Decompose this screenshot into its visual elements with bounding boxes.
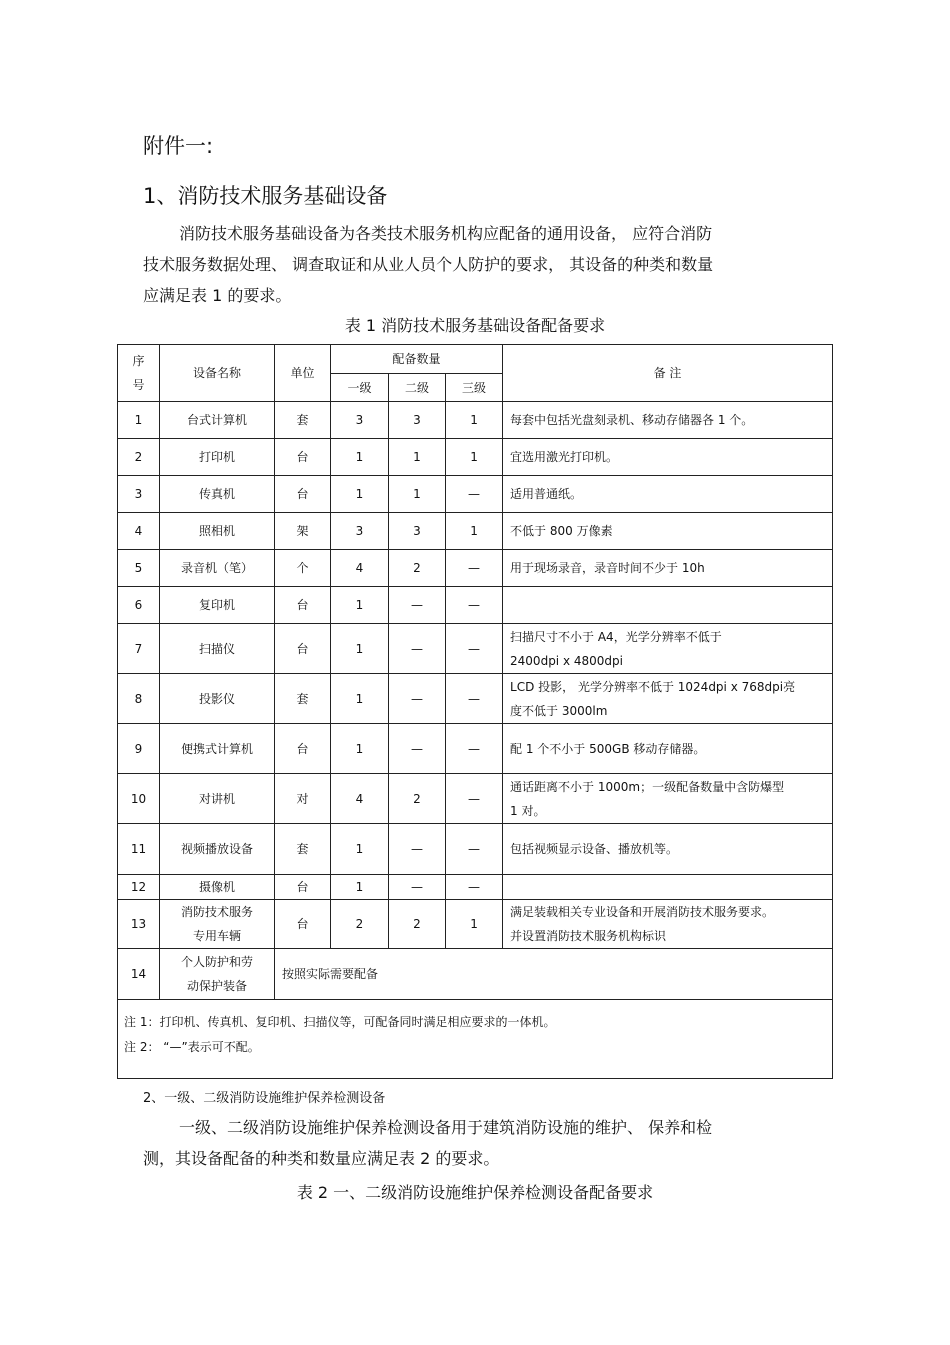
cell-remark: [503, 900, 833, 949]
cell-no: 10: [118, 774, 160, 824]
cell-l1: 4: [331, 774, 389, 824]
cell-remark: 包括视频显示设备、播放机等。: [503, 824, 833, 875]
cell-remark: [503, 624, 833, 674]
cell-remark: [503, 774, 833, 824]
cell-remark: [503, 674, 833, 724]
cell-name: 投影仪: [160, 674, 275, 724]
header-seq: [118, 345, 160, 402]
cell-name: 摄像机: [160, 875, 275, 900]
section1-para-line1: 消防技术服务基础设备为各类技术服务机构应配备的通用设备， 应符合消防: [179, 224, 713, 243]
cell-l2: 2: [389, 774, 446, 824]
cell-l2: —: [389, 674, 446, 724]
cell-remark: 每套中包括光盘刻录机、移动存储器各 1 个。: [503, 402, 833, 439]
cell-l3: —: [446, 824, 503, 875]
cell-no: 8: [118, 674, 160, 724]
cell-remark: 配 1 个不小于 500GB 移动存储器。: [503, 724, 833, 774]
cell-remark: 用于现场录音，录音时间不少于 10h: [503, 550, 833, 587]
table-row: [118, 875, 833, 900]
cell-unit: 台: [275, 900, 331, 949]
cell-unit: 套: [275, 402, 331, 439]
cell-name: [160, 949, 275, 1000]
cell-remark-line2: 并设置消防技术服务机构标识: [510, 929, 667, 943]
table-row: [118, 824, 833, 875]
cell-unit: 台: [275, 724, 331, 774]
cell-l2: 1: [389, 476, 446, 513]
cell-name: 复印机: [160, 587, 275, 624]
table-row: [118, 402, 833, 439]
section1-paragraph: [143, 218, 823, 311]
cell-l2: 3: [389, 513, 446, 550]
cell-no: 6: [118, 587, 160, 624]
cell-unit: 台: [275, 587, 331, 624]
cell-no: 3: [118, 476, 160, 513]
cell-remark-line1: LCD 投影， 光学分辨率不低于 1024dpi x 768dpi亮: [510, 679, 796, 694]
table-notes: [118, 1000, 833, 1079]
cell-name: [160, 900, 275, 949]
cell-name-line1: 个人防护和劳: [180, 955, 253, 969]
cell-unit: 对: [275, 774, 331, 824]
table1-caption: 表 1 消防技术服务基础设备配备要求: [344, 316, 606, 335]
cell-l3: —: [446, 724, 503, 774]
cell-l2: 3: [389, 402, 446, 439]
cell-no: 11: [118, 824, 160, 875]
cell-l2: —: [389, 587, 446, 624]
cell-l3: —: [446, 587, 503, 624]
cell-l1: 1: [331, 587, 389, 624]
cell-l3: —: [446, 624, 503, 674]
cell-unit: 台: [275, 875, 331, 900]
header-remark: 备 注: [503, 345, 833, 402]
cell-no: 4: [118, 513, 160, 550]
header-seq-b: 号: [132, 378, 145, 392]
table-row: [118, 439, 833, 476]
table2-caption: 表 2 一、二级消防设施维护保养检测设备配备要求: [296, 1183, 654, 1202]
table-row: [118, 587, 833, 624]
section2-paragraph: [143, 1112, 823, 1174]
cell-unit: 台: [275, 624, 331, 674]
cell-name: 台式计算机: [160, 402, 275, 439]
cell-l3: 1: [446, 900, 503, 949]
cell-name-line2: 专用车辆: [192, 929, 241, 943]
cell-l1: 1: [331, 674, 389, 724]
cell-no: 7: [118, 624, 160, 674]
cell-merged-remark: 按照实际需要配备: [275, 949, 833, 1000]
cell-l2: —: [389, 824, 446, 875]
cell-name: 打印机: [160, 439, 275, 476]
cell-name-line1: 消防技术服务: [180, 905, 253, 919]
cell-unit: 台: [275, 476, 331, 513]
cell-l3: 1: [446, 513, 503, 550]
cell-l1: 1: [331, 439, 389, 476]
cell-no: 5: [118, 550, 160, 587]
cell-no: 12: [118, 875, 160, 900]
cell-l1: 1: [331, 624, 389, 674]
section1-para-line2: 技术服务数据处理、 调查取证和从业人员个人防护的要求， 其设备的种类和数量: [143, 255, 714, 274]
section2-para-line2: 测，其设备配备的种类和数量应满足表 2 的要求。: [143, 1149, 500, 1168]
table-note-2: 注 2： “—”表示可不配。: [124, 1040, 260, 1054]
cell-remark: 宜选用激光打印机。: [503, 439, 833, 476]
cell-name: 照相机: [160, 513, 275, 550]
cell-l1: 1: [331, 724, 389, 774]
table-row: [118, 550, 833, 587]
cell-l3: 1: [446, 439, 503, 476]
table-row: [118, 624, 833, 674]
table-row: [118, 774, 833, 824]
table-row: [118, 513, 833, 550]
cell-no: 1: [118, 402, 160, 439]
cell-remark-line2: 度不低于 3000lm: [510, 703, 608, 718]
cell-no: 13: [118, 900, 160, 949]
header-qty: 配备数量: [331, 345, 503, 374]
cell-l2: —: [389, 724, 446, 774]
header-level2: 二级: [389, 374, 446, 402]
header-name: 设备名称: [160, 345, 275, 402]
cell-l1: 1: [331, 875, 389, 900]
cell-l2: —: [389, 875, 446, 900]
cell-l3: —: [446, 875, 503, 900]
cell-name-line2: 动保护装备: [186, 979, 247, 993]
cell-l1: 2: [331, 900, 389, 949]
cell-remark: [503, 875, 833, 900]
cell-remark-line2: 2400dpi x 4800dpi: [510, 653, 623, 668]
table-row: [118, 476, 833, 513]
header-level3: 三级: [446, 374, 503, 402]
section2-para-line1: 一级、二级消防设施维护保养检测设备用于建筑消防设施的维护、 保养和检: [179, 1118, 713, 1137]
attachment-label: 附件一:: [143, 134, 214, 158]
table-row: [118, 674, 833, 724]
cell-remark: [503, 587, 833, 624]
equipment-table: [117, 344, 833, 1079]
cell-name: 扫描仪: [160, 624, 275, 674]
cell-no: 2: [118, 439, 160, 476]
header-seq-a: 序: [132, 354, 145, 368]
cell-l1: 1: [331, 476, 389, 513]
cell-unit: 架: [275, 513, 331, 550]
cell-l1: 3: [331, 513, 389, 550]
cell-l1: 4: [331, 550, 389, 587]
table-row: [118, 900, 833, 949]
cell-name: 录音机（笔）: [160, 550, 275, 587]
cell-l3: 1: [446, 402, 503, 439]
cell-unit: 套: [275, 674, 331, 724]
cell-remark-line2: 1 对。: [510, 803, 546, 818]
cell-l3: —: [446, 674, 503, 724]
cell-name: 对讲机: [160, 774, 275, 824]
cell-l2: 1: [389, 439, 446, 476]
cell-unit: 个: [275, 550, 331, 587]
cell-remark: 不低于 800 万像素: [503, 513, 833, 550]
cell-no: 9: [118, 724, 160, 774]
table-notes-row: [118, 1000, 833, 1079]
cell-remark-line1: 通话距离不小于 1000m；一级配备数量中含防爆型: [510, 779, 785, 794]
cell-l2: 2: [389, 900, 446, 949]
cell-l3: —: [446, 476, 503, 513]
cell-l1: 1: [331, 824, 389, 875]
header-level1: 一级: [331, 374, 389, 402]
cell-name: 视频播放设备: [160, 824, 275, 875]
cell-l3: —: [446, 774, 503, 824]
cell-remark-line1: 扫描尺寸不小于 A4，光学分辨率不低于: [510, 629, 722, 644]
cell-remark: 适用普通纸。: [503, 476, 833, 513]
cell-l3: —: [446, 550, 503, 587]
table-note-1: 注 1：打印机、传真机、复印机、扫描仪等，可配备同时满足相应要求的一体机。: [124, 1015, 556, 1029]
cell-l2: —: [389, 624, 446, 674]
cell-name: 传真机: [160, 476, 275, 513]
table-row: [118, 949, 833, 1000]
cell-l1: 3: [331, 402, 389, 439]
header-unit: 单位: [275, 345, 331, 402]
cell-unit: 套: [275, 824, 331, 875]
section2-heading: 2、一级、二级消防设施维护保养检测设备: [143, 1091, 386, 1106]
cell-no: 14: [118, 949, 160, 1000]
table-row: [118, 724, 833, 774]
table-header-row: [118, 345, 833, 374]
cell-l2: 2: [389, 550, 446, 587]
cell-remark-line1: 满足装载相关专业设备和开展消防技术服务要求。: [510, 905, 775, 919]
section1-para-line3: 应满足表 1 的要求。: [143, 286, 292, 305]
section1-heading: 1、消防技术服务基础设备: [143, 184, 388, 208]
cell-unit: 台: [275, 439, 331, 476]
cell-name: 便携式计算机: [160, 724, 275, 774]
